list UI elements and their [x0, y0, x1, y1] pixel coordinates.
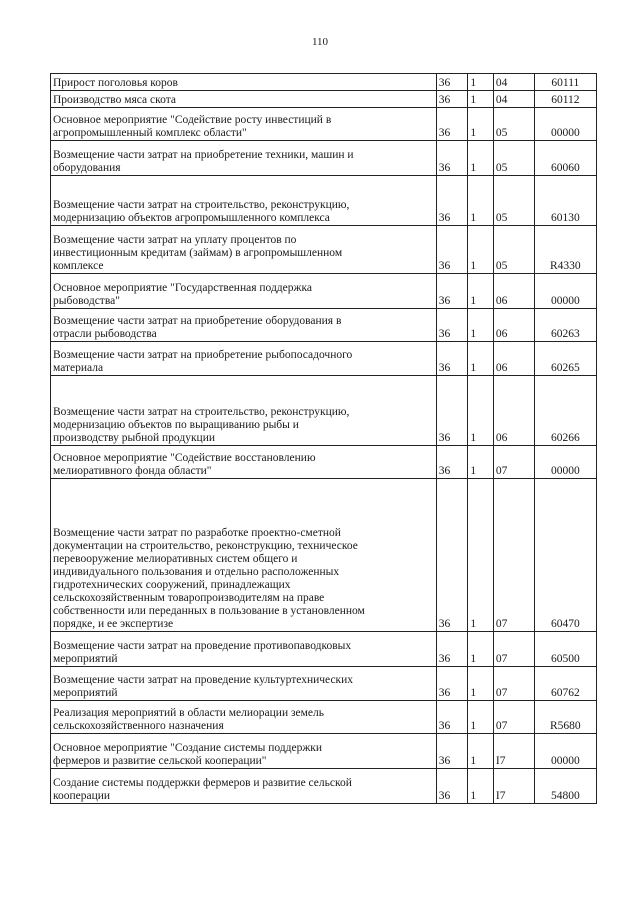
table-row: [51, 667, 597, 701]
description-line: документации на строительство, реконструкцию, техническое: [53, 540, 358, 552]
section-code: 1: [468, 309, 494, 342]
subsection-code: I7: [493, 734, 534, 769]
subsection-code: 04: [493, 91, 534, 108]
description-line: рыбоводства": [53, 295, 120, 307]
description-line: Возмещение части затрат на проведение культуртехнических: [53, 674, 354, 686]
subsection-code: I7: [493, 769, 534, 804]
table-row: [51, 701, 597, 734]
target-article-code: R5680: [534, 701, 596, 734]
section-code: 1: [468, 734, 494, 769]
section-code: 1: [468, 446, 494, 479]
table-row: [51, 108, 597, 141]
chapter-code: 36: [436, 176, 468, 226]
description-line: индивидуального пользования и отдельно расположенных: [53, 566, 340, 578]
row-description: [51, 701, 437, 734]
description-line: Производство мяса скота: [53, 94, 176, 106]
description-line: мелиоративного фонда области": [53, 465, 212, 477]
description-line: оборудования: [53, 162, 121, 174]
description-line: [53, 393, 434, 406]
target-article-code: 60263: [534, 309, 596, 342]
chapter-code: 36: [436, 376, 468, 446]
section-code: 1: [468, 632, 494, 667]
row-description: [51, 176, 437, 226]
subsection-code: 07: [493, 632, 534, 667]
row-description: [51, 309, 437, 342]
target-article-code: 00000: [534, 108, 596, 141]
row-description: [51, 141, 437, 176]
table-row: [51, 74, 597, 91]
subsection-code: 07: [493, 479, 534, 632]
description-line: [53, 501, 434, 514]
chapter-code: 36: [436, 342, 468, 376]
section-code: 1: [468, 701, 494, 734]
row-description: [51, 769, 437, 804]
description-line: [53, 514, 434, 527]
table-row: [51, 91, 597, 108]
section-code: 1: [468, 769, 494, 804]
table-row: [51, 734, 597, 769]
target-article-code: 60266: [534, 376, 596, 446]
description-line: Создание системы поддержки фермеров и развитие сельской: [53, 777, 352, 789]
table-row: [51, 342, 597, 376]
section-code: 1: [468, 342, 494, 376]
table-row: [51, 769, 597, 804]
row-description: [51, 91, 437, 108]
section-code: 1: [468, 226, 494, 274]
section-code: 1: [468, 91, 494, 108]
row-description: [51, 376, 437, 446]
description-line: инвестиционным кредитам (займам) в агропромышленном: [53, 247, 343, 259]
table-row: [51, 226, 597, 274]
chapter-code: 36: [436, 226, 468, 274]
row-description: [51, 667, 437, 701]
chapter-code: 36: [436, 632, 468, 667]
description-line: Основное мероприятие "Содействие восстановлению: [53, 452, 316, 464]
description-line: мероприятий: [53, 687, 118, 699]
section-code: 1: [468, 479, 494, 632]
chapter-code: 36: [436, 108, 468, 141]
chapter-code: 36: [436, 91, 468, 108]
description-line: Основное мероприятие "Создание системы поддержки: [53, 742, 323, 754]
description-line: собственности или переданных в пользование в установленном: [53, 605, 365, 617]
row-description: [51, 446, 437, 479]
table-row: [51, 479, 597, 632]
target-article-code: 60470: [534, 479, 596, 632]
description-line: Возмещение части затрат на строительство, реконструкцию,: [53, 406, 350, 418]
chapter-code: 36: [436, 701, 468, 734]
subsection-code: 07: [493, 446, 534, 479]
chapter-code: 36: [436, 74, 468, 91]
target-article-code: 54800: [534, 769, 596, 804]
row-description: [51, 226, 437, 274]
chapter-code: 36: [436, 309, 468, 342]
target-article-code: 60112: [534, 91, 596, 108]
description-line: [53, 186, 434, 199]
description-line: Возмещение части затрат на приобретение оборудования в: [53, 315, 342, 327]
table-row: [51, 376, 597, 446]
subsection-code: 05: [493, 108, 534, 141]
description-line: Возмещение части затрат на проведение противопаводковых: [53, 640, 352, 652]
row-description: [51, 274, 437, 309]
chapter-code: 36: [436, 141, 468, 176]
section-code: 1: [468, 274, 494, 309]
description-line: агропромышленный комплекс области": [53, 127, 247, 139]
row-description: [51, 632, 437, 667]
description-line: кооперации: [53, 790, 111, 802]
description-line: отрасли рыбоводства: [53, 328, 157, 340]
chapter-code: 36: [436, 769, 468, 804]
section-code: 1: [468, 667, 494, 701]
section-code: 1: [468, 108, 494, 141]
description-line: перевооружение мелиоративных систем общего и: [53, 553, 298, 565]
description-line: Возмещение части затрат на уплату процентов по: [53, 234, 297, 246]
subsection-code: 05: [493, 141, 534, 176]
target-article-code: 60762: [534, 667, 596, 701]
row-description: [51, 734, 437, 769]
description-line: Основное мероприятие "Государственная поддержка: [53, 282, 312, 294]
chapter-code: 36: [436, 274, 468, 309]
table-row: [51, 274, 597, 309]
description-line: комплексе: [53, 260, 104, 272]
description-line: Прирост поголовья коров: [53, 77, 178, 89]
description-line: фермеров и развитие сельской кооперации": [53, 755, 267, 767]
row-description: [51, 108, 437, 141]
section-code: 1: [468, 74, 494, 91]
target-article-code: 60111: [534, 74, 596, 91]
table-row: [51, 176, 597, 226]
target-article-code: 60265: [534, 342, 596, 376]
row-description: [51, 342, 437, 376]
description-line: гидротехнических сооружений, принадлежащих: [53, 579, 291, 591]
subsection-code: 04: [493, 74, 534, 91]
subsection-code: 07: [493, 701, 534, 734]
table-body: [51, 74, 597, 804]
description-line: сельскохозяйственным товаропроизводителям на праве: [53, 592, 325, 604]
description-line: Реализация мероприятий в области мелиорации земель: [53, 707, 324, 719]
description-line: Основное мероприятие "Содействие росту инвестиций в: [53, 114, 332, 126]
description-line: Возмещение части затрат на приобретение рыбопосадочного: [53, 349, 353, 361]
table-row: [51, 141, 597, 176]
chapter-code: 36: [436, 667, 468, 701]
chapter-code: 36: [436, 734, 468, 769]
table-row: [51, 309, 597, 342]
subsection-code: 05: [493, 226, 534, 274]
description-line: сельскохозяйственного назначения: [53, 720, 224, 732]
target-article-code: 00000: [534, 734, 596, 769]
table-row: [51, 446, 597, 479]
target-article-code: R4330: [534, 226, 596, 274]
page-number: 110: [311, 36, 329, 48]
target-article-code: 60130: [534, 176, 596, 226]
subsection-code: 06: [493, 342, 534, 376]
budget-table: [50, 73, 597, 804]
chapter-code: 36: [436, 479, 468, 632]
subsection-code: 05: [493, 176, 534, 226]
target-article-code: 00000: [534, 446, 596, 479]
chapter-code: 36: [436, 446, 468, 479]
description-line: модернизацию объектов по выращиванию рыбы и: [53, 419, 299, 431]
table-row: [51, 632, 597, 667]
description-line: модернизацию объектов агропромышленного комплекса: [53, 212, 330, 224]
subsection-code: 06: [493, 309, 534, 342]
subsection-code: 06: [493, 376, 534, 446]
description-line: производству рыбной продукции: [53, 432, 215, 444]
target-article-code: 60060: [534, 141, 596, 176]
target-article-code: 60500: [534, 632, 596, 667]
subsection-code: 06: [493, 274, 534, 309]
section-code: 1: [468, 376, 494, 446]
description-line: Возмещение части затрат по разработке проектно-сметной: [53, 527, 341, 539]
description-line: Возмещение части затрат на строительство, реконструкцию,: [53, 199, 350, 211]
description-line: порядке, и ее экспертизе: [53, 618, 174, 630]
subsection-code: 07: [493, 667, 534, 701]
description-line: материала: [53, 362, 104, 374]
section-code: 1: [468, 176, 494, 226]
target-article-code: 00000: [534, 274, 596, 309]
description-line: мероприятий: [53, 653, 118, 665]
description-line: Возмещение части затрат на приобретение техники, машин и: [53, 149, 354, 161]
row-description: [51, 74, 437, 91]
section-code: 1: [468, 141, 494, 176]
row-description: [51, 479, 437, 632]
